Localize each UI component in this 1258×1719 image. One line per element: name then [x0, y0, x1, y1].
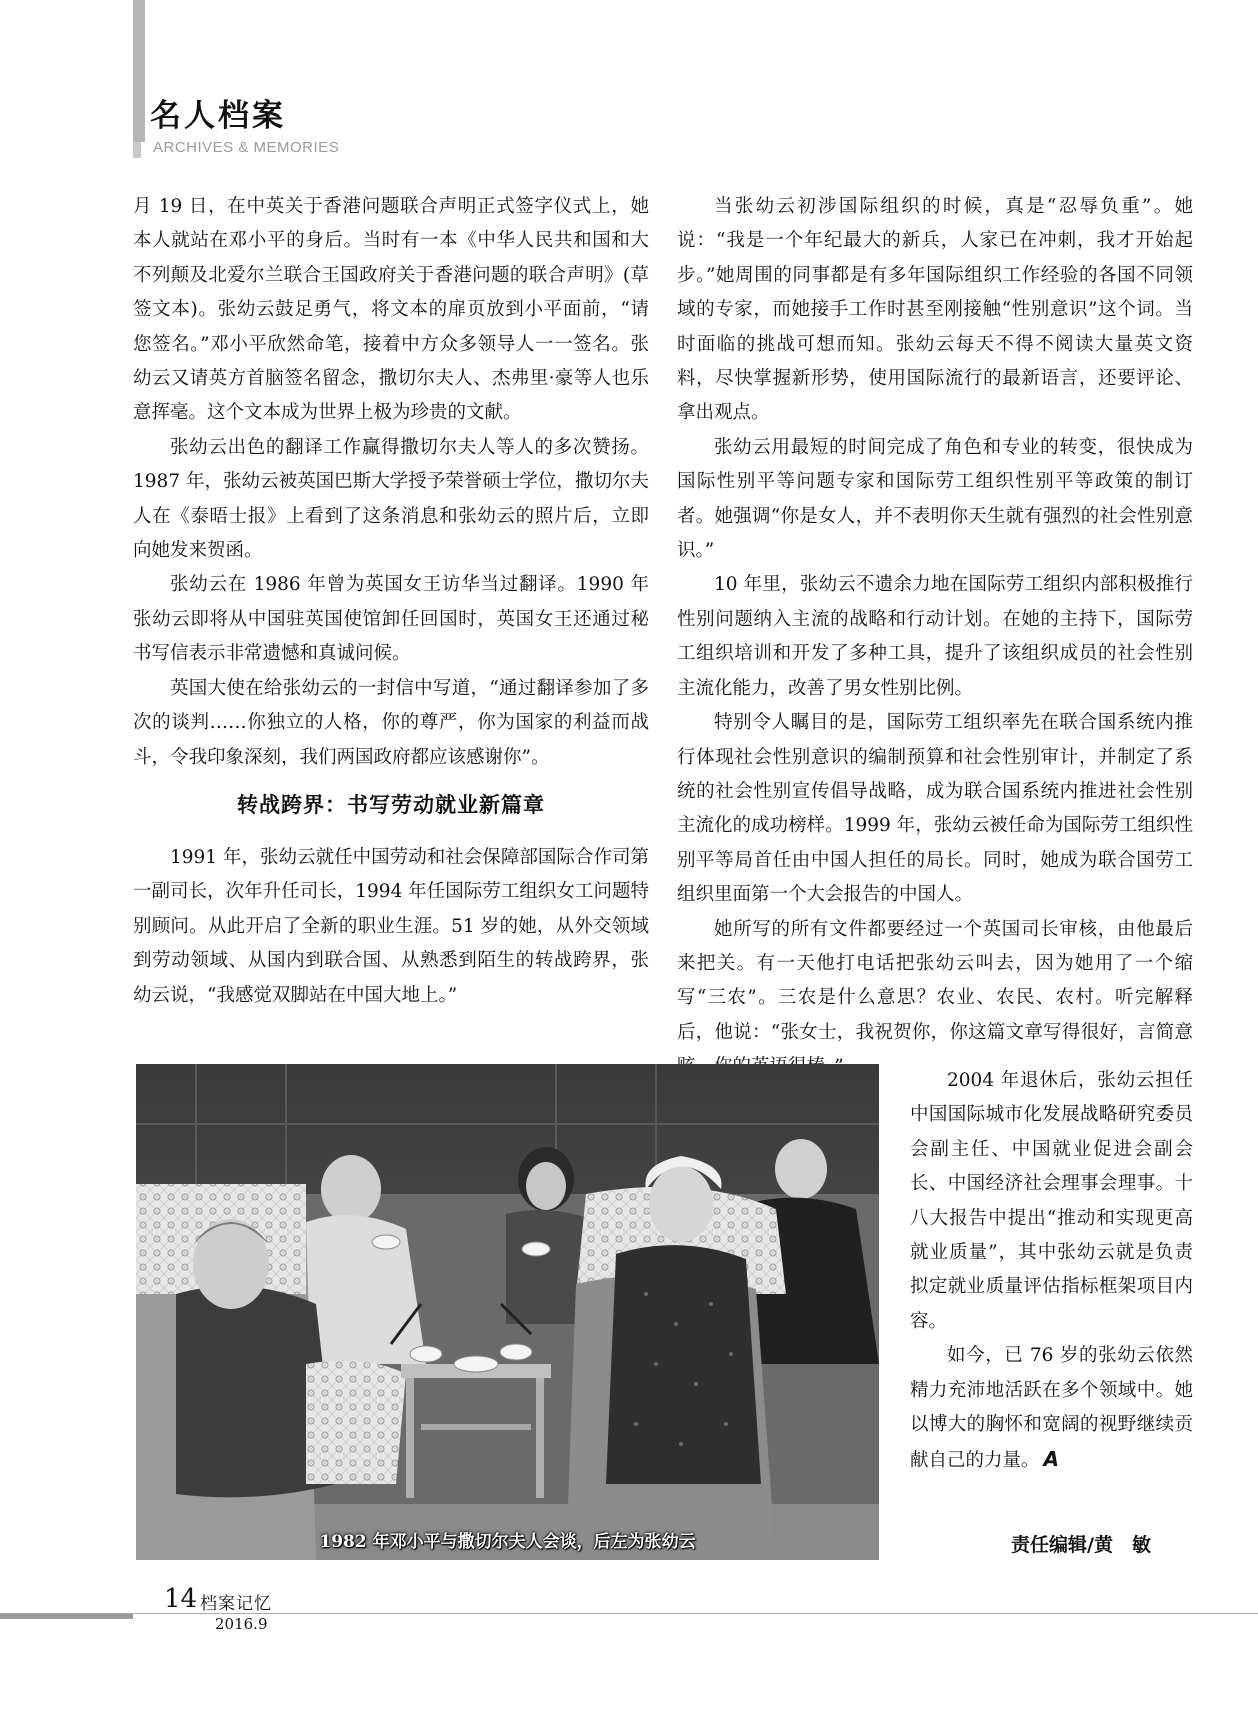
issue-date: 2016.9 — [215, 1615, 268, 1633]
meeting-photo — [136, 1064, 879, 1560]
header-accent-rule — [133, 142, 141, 158]
photo-image — [136, 1064, 879, 1560]
paragraph — [910, 1339, 1193, 1479]
magazine-name: 档案记忆 — [200, 1594, 272, 1614]
paragraph: 张幼云在 1986 年曾为英国女王访华当过翻译。1990 年张幼云即将从中国驻英国使馆卸任回国时，英国女王还通过秘书写信表示非常遗憾和真诚问候。 — [133, 574, 649, 665]
paragraph-text: 如今，已 76 岁的张幼云依然精力充沛地活跃在多个领域中。她以博大的胸怀和宽阔的视野继续贡献自己的力量。 — [910, 1345, 1193, 1472]
paragraph: 她所写的所有文件都要经过一个英国司长审核，由他最后来把关。有一天他打电话把张幼云叫去，因为她用了一个缩写“三农”。三农是什么意思？农业、农民、农村。听完解释后，他说：“张女士，我祝贺你，你这篇文章写得很好，言简意 — [677, 918, 1193, 1043]
paragraph: 当张幼云初涉国际组织的时候，真是“忍辱负重”。她说：“我是一个年纪最大的新兵，人家已在冲刺，我才开始起步。”她周围的同事都是有多年国际组织工作经验的各国不同领域的专家，而她接手工作时甚至刚接触“性别意识”这个词。当时面临的挑战可想而知。张幼云每天不得不阅读大量英文资料，尽快掌握新形势，使用国际流行的最新语言，还要评论、拿出观点。 — [677, 196, 1193, 424]
section-subtitle: ARCHIVES & MEMORIES — [153, 139, 340, 156]
paragraph: 2004 年退休后，张幼云担任中国国际城市化发展战略研究委员会副主任、中国就业促进会副会长、中国经济社会理事会理事。十八大报告中提出“推动和实现更高就业质量”，其中张幼云就是负责拟定就业质量评估指标框架项目内容。 — [910, 1070, 1193, 1332]
article-end-mark: A — [1043, 1447, 1059, 1472]
left-column — [133, 190, 649, 1013]
paragraph: 特别令人瞩目的是，国际劳工组织率先在联合国系统内推行体现社会性别意识的编制预算和社会性别审计，并制定了系统的社会性别宣传倡导战略，成为联合国系统内推进社会性别主流化的成功榜样。1999 年，张幼云被任命为国际劳工组织性别平等局首任由中国人担任的局长。同时，她成为联合国劳工组织里面第一个大会报告的中国人。 — [677, 712, 1193, 906]
photo-caption: 1982 年邓小平与撒切尔夫人会谈，后左为张幼云 — [319, 1532, 696, 1552]
paragraph: 张幼云用最短的时间完成了角色和专业的转变，很快成为国际性别平等问题专家和国际劳工组织性别平等政策的制订者。她强调“你是女人，并不表明你天生就有强烈的社会性别意识。” — [677, 436, 1193, 562]
paragraph: 10 年里，张幼云不遗余力地在国际劳工组织内部积极推行性别问题纳入主流的战略和行动计划。在她的主持下，国际劳工组织培训和开发了多种工具，提升了该组织成员的社会性别主流化能力，改善了男女性别比例。 — [677, 574, 1193, 699]
section-subheading: 转战跨界：书写劳动就业新篇章 — [237, 792, 545, 817]
paragraph: 张幼云出色的翻译工作赢得撒切尔夫人等人的多次赞扬。1987 年，张幼云被英国巴斯大学授予荣誉硕士学位，撒切尔夫人在《泰晤士报》上看到了这条消息和张幼云的照片后，立即向她发来贺函。 — [133, 436, 649, 562]
right-narrow-column — [910, 1064, 1193, 1479]
right-column — [677, 190, 1193, 1085]
paragraph: 英国大使在给张幼云的一封信中写道，“通过翻译参加了多次的谈判……你独立的人格，你的尊严，你为国家的利益而战斗，令我印象深刻，我们两国政府都应该感谢你”。 — [133, 677, 649, 768]
paragraph: 月 19 日，在中英关于香港问题联合声明正式签字仪式上，她本人就站在邓小平的身后。当时有一本《中华人民共和国和大不列颠及北爱尔兰联合王国政府关于香港问题的联合声明》(草签文本)。张幼云鼓足勇气，将文本的扉页放到小平面前，“请您签名。”邓小平欣然命笔，接着中方众多领导人一一签名。张幼云又请英方首脑签名留念，撒切尔夫人、杰弗里·豪等人也乐意挥毫。这个文本成为世界上极为珍贵的文献。 — [133, 196, 649, 424]
section-title: 名人档案 — [150, 98, 286, 134]
editor-credit: 责任编辑/黄 敏 — [1011, 1534, 1151, 1556]
paragraph: 1991 年，张幼云就任中国劳动和社会保障部国际合作司第一副司长，次年升任司长，1994 年任国际劳工组织女工问题特别顾问。从此开启了全新的职业生涯。51 岁的她，从外交领域到劳动领域、从国内到联合国、从熟悉到陌生的转战跨界，张幼云说，“我感觉双脚站在中国大地上。” — [133, 846, 649, 1006]
page-number: 14 — [164, 1584, 198, 1614]
header-accent-bar — [133, 0, 145, 142]
footer-accent-bar — [0, 1614, 133, 1619]
